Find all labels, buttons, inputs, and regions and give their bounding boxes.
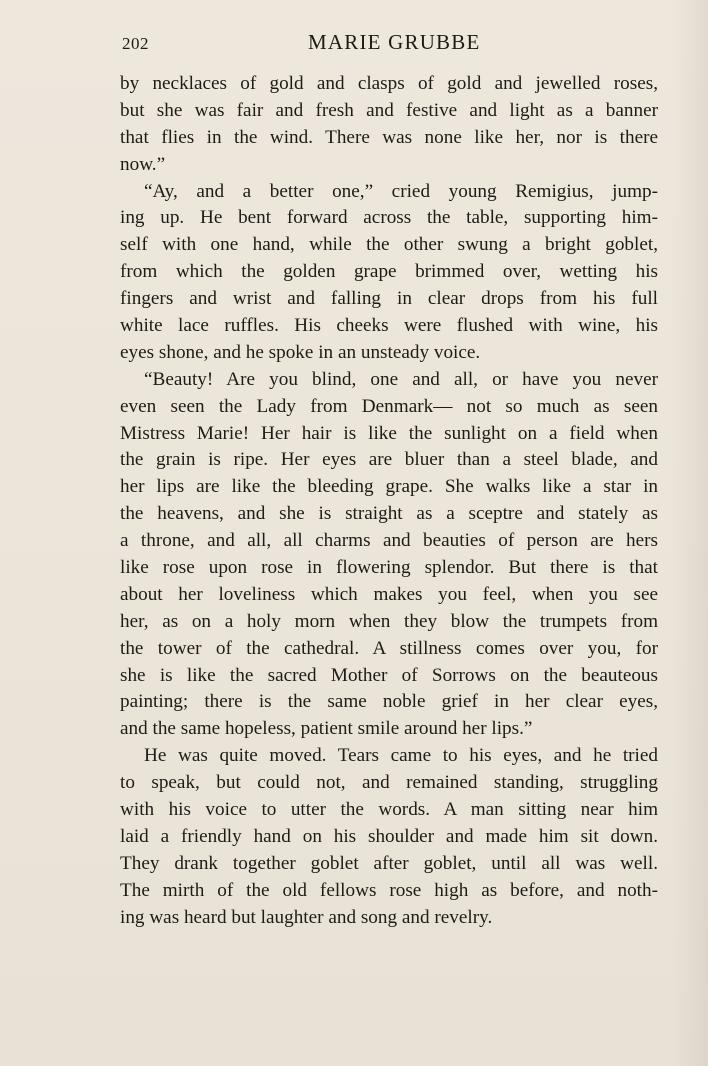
text-line: even seen the Lady from Denmark— not so much as seen: [120, 395, 658, 417]
running-title: MARIE GRUBBE: [308, 30, 481, 54]
text-line: like rose upon rose in flowering splendor. But there is that: [120, 557, 658, 579]
page-number: 202: [122, 34, 149, 53]
text-line: They drank together goblet after goblet, until all was well.: [120, 852, 658, 874]
text-line: self with one hand, while the other swung a bright goblet,: [120, 234, 658, 256]
text-line: He was quite moved. Tears came to his eyes, and he tried: [144, 745, 658, 767]
text-line: “Ay, and a better one,” cried young Remigius, jump-: [144, 180, 658, 202]
text-line: she is like the sacred Mother of Sorrows on the beauteous: [120, 664, 658, 686]
text-line: about her loveliness which makes you feel, when you see: [120, 583, 658, 605]
text-line: ing was heard but laughter and song and revelry.: [120, 906, 493, 928]
text-line: painting; there is the same noble grief in her clear eyes,: [120, 691, 658, 713]
text-line: but she was fair and fresh and festive and light as a banner: [120, 99, 658, 121]
text-line: laid a friendly hand on his shoulder and made him sit down.: [120, 825, 658, 847]
text-line: a throne, and all, all charms and beauties of person are hers: [120, 530, 658, 552]
text-line: to speak, but could not, and remained standing, struggling: [120, 772, 658, 794]
text-line: The mirth of the old fellows rose high as before, and noth-: [120, 879, 658, 901]
text-line: “Beauty! Are you blind, one and all, or have you never: [144, 368, 658, 390]
text-line: her, as on a holy morn when they blow the trumpets from: [120, 610, 658, 632]
running-head: [122, 30, 658, 62]
text-line: and the same hopeless, patient smile around her lips.”: [120, 718, 533, 740]
text-line: with his voice to utter the words. A man sitting near him: [120, 799, 658, 821]
text-line: white lace ruffles. His cheeks were flushed with wine, his: [120, 315, 658, 337]
text-line: by necklaces of gold and clasps of gold and jewelled roses,: [120, 73, 658, 94]
text-line: her lips are like the bleeding grape. She walks like a star in: [120, 476, 658, 498]
text-line: ing up. He bent forward across the table, supporting him-: [120, 207, 658, 229]
text-line: fingers and wrist and falling in clear drops from his full: [120, 288, 658, 310]
text-line: from which the golden grape brimmed over, wetting his: [120, 261, 658, 283]
text-line: the heavens, and she is straight as a sceptre and stately as: [120, 503, 658, 525]
text-line: eyes shone, and he spoke in an unsteady voice.: [120, 341, 481, 363]
text-line: now.”: [120, 153, 166, 175]
text-line: Mistress Marie! Her hair is like the sunlight on a field when: [120, 422, 658, 444]
text-line: the grain is ripe. Her eyes are bluer than a steel blade, and: [120, 449, 658, 471]
text-line: that flies in the wind. There was none like her, nor is there: [120, 126, 658, 148]
body-text: [120, 71, 658, 932]
text-line: the tower of the cathedral. A stillness comes over you, for: [120, 637, 658, 659]
